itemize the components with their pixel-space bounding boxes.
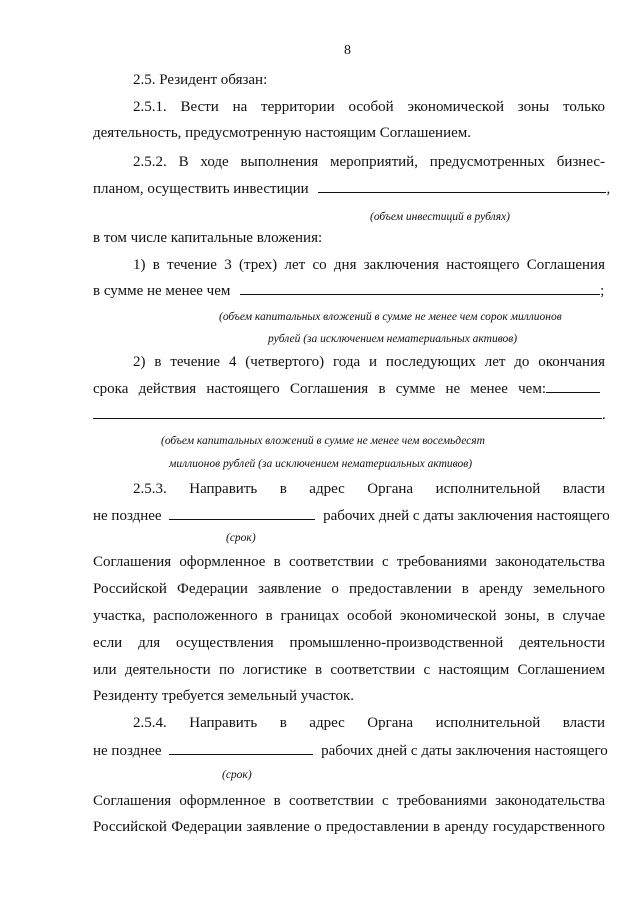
deadline-suffix-1: рабочих дней с даты заключения настоящего	[323, 508, 610, 524]
deadline-blank-2	[169, 742, 313, 755]
deadline-note-1: (срок)	[226, 532, 256, 544]
item-2-amount-blank-2	[93, 406, 602, 419]
section-2-5-4-line-4: Российской Федерации заявление о предоставлении в аренду государственного	[93, 819, 605, 835]
section-2-5-3-line-4: Российской Федерации заявление о предоставлении в аренду земельного	[93, 581, 605, 597]
item-1-amount-label: в сумме не менее чем	[93, 283, 231, 299]
capital-investments-label: в том числе капитальные вложения:	[93, 230, 323, 246]
section-2-5-2-line-2	[93, 180, 610, 198]
item-2-note-line-1: (объем капитальных вложений в сумме не менее чем восемьдесят	[161, 435, 485, 447]
item-1-line-1: 1) в течение 3 (трех) лет со дня заключения настоящего Соглашения	[133, 257, 605, 273]
deadline-label-2: не позднее	[93, 743, 162, 759]
item-1-note-line-2: рублей (за исключением нематериальных активов)	[268, 333, 518, 345]
section-2-5-3-line-6: если для осуществления промышленно-производственной деятельности	[93, 635, 605, 651]
section-2-5-4-line-3: Соглашения оформленное в соответствии с требованиями законодательства	[93, 793, 605, 809]
section-2-5-3-line-7: или деятельности по логистике в соответствии с настоящим Соглашением	[93, 662, 605, 678]
section-2-5-1-line-2: деятельность, предусмотренную настоящим Соглашением.	[93, 125, 471, 141]
section-2-5-3-line-3: Соглашения оформленное в соответствии с требованиями законодательства	[93, 554, 605, 570]
deadline-suffix-2: рабочих дней с даты заключения настоящего	[321, 743, 608, 759]
section-2-5-3-line-5: участка, расположенного в границах особой экономической зоны, в случае	[93, 608, 605, 624]
item-1-amount-end: ;	[600, 283, 605, 299]
item-1-note-line-1: (объем капитальных вложений в сумме не менее чем сорок миллионов	[219, 311, 562, 323]
section-2-5-3-line-2	[93, 507, 610, 525]
deadline-blank-1	[169, 507, 315, 520]
investments-label: планом, осуществить инвестиции	[93, 181, 309, 197]
section-2-5-1-line-1: 2.5.1. Вести на территории особой экономической зоны только	[133, 99, 605, 115]
deadline-label-1: не позднее	[93, 508, 162, 524]
section-2-5-4-line-1: 2.5.4. Направить в адрес Органа исполнительной власти	[133, 715, 605, 731]
investment-amount-blank	[318, 180, 606, 193]
deadline-note-2: (срок)	[222, 769, 252, 781]
item-1-line-2	[93, 282, 604, 300]
item-2-amount-label: срока действия настоящего Соглашения в сумме не менее чем:	[93, 381, 546, 397]
section-2-5-heading: 2.5. Резидент обязан:	[133, 72, 268, 88]
item-2-note-line-2: миллионов рублей (за исключением нематериальных активов)	[169, 458, 473, 470]
section-2-5-4-line-2	[93, 742, 608, 760]
investment-amount-note: (объем инвестиций в рублях)	[370, 211, 510, 223]
section-2-5-3-line-8: Резиденту требуется земельный участок.	[93, 688, 355, 704]
item-2-line-1: 2) в течение 4 (четвертого) года и последующих лет до окончания	[133, 354, 605, 370]
item-2-amount-end: .	[602, 407, 606, 423]
item-2-amount-blank-1	[546, 380, 600, 393]
item-2-line-3	[93, 406, 606, 424]
item-2-line-2	[93, 380, 605, 398]
section-2-5-2-line-1: 2.5.2. В ходе выполнения мероприятий, предусмотренных бизнес-	[133, 154, 605, 170]
page-number: 8	[344, 43, 351, 58]
section-2-5-3-line-1: 2.5.3. Направить в адрес Органа исполнительной власти	[133, 481, 605, 497]
item-1-amount-blank	[240, 282, 600, 295]
investment-amount-end: ,	[606, 181, 611, 197]
